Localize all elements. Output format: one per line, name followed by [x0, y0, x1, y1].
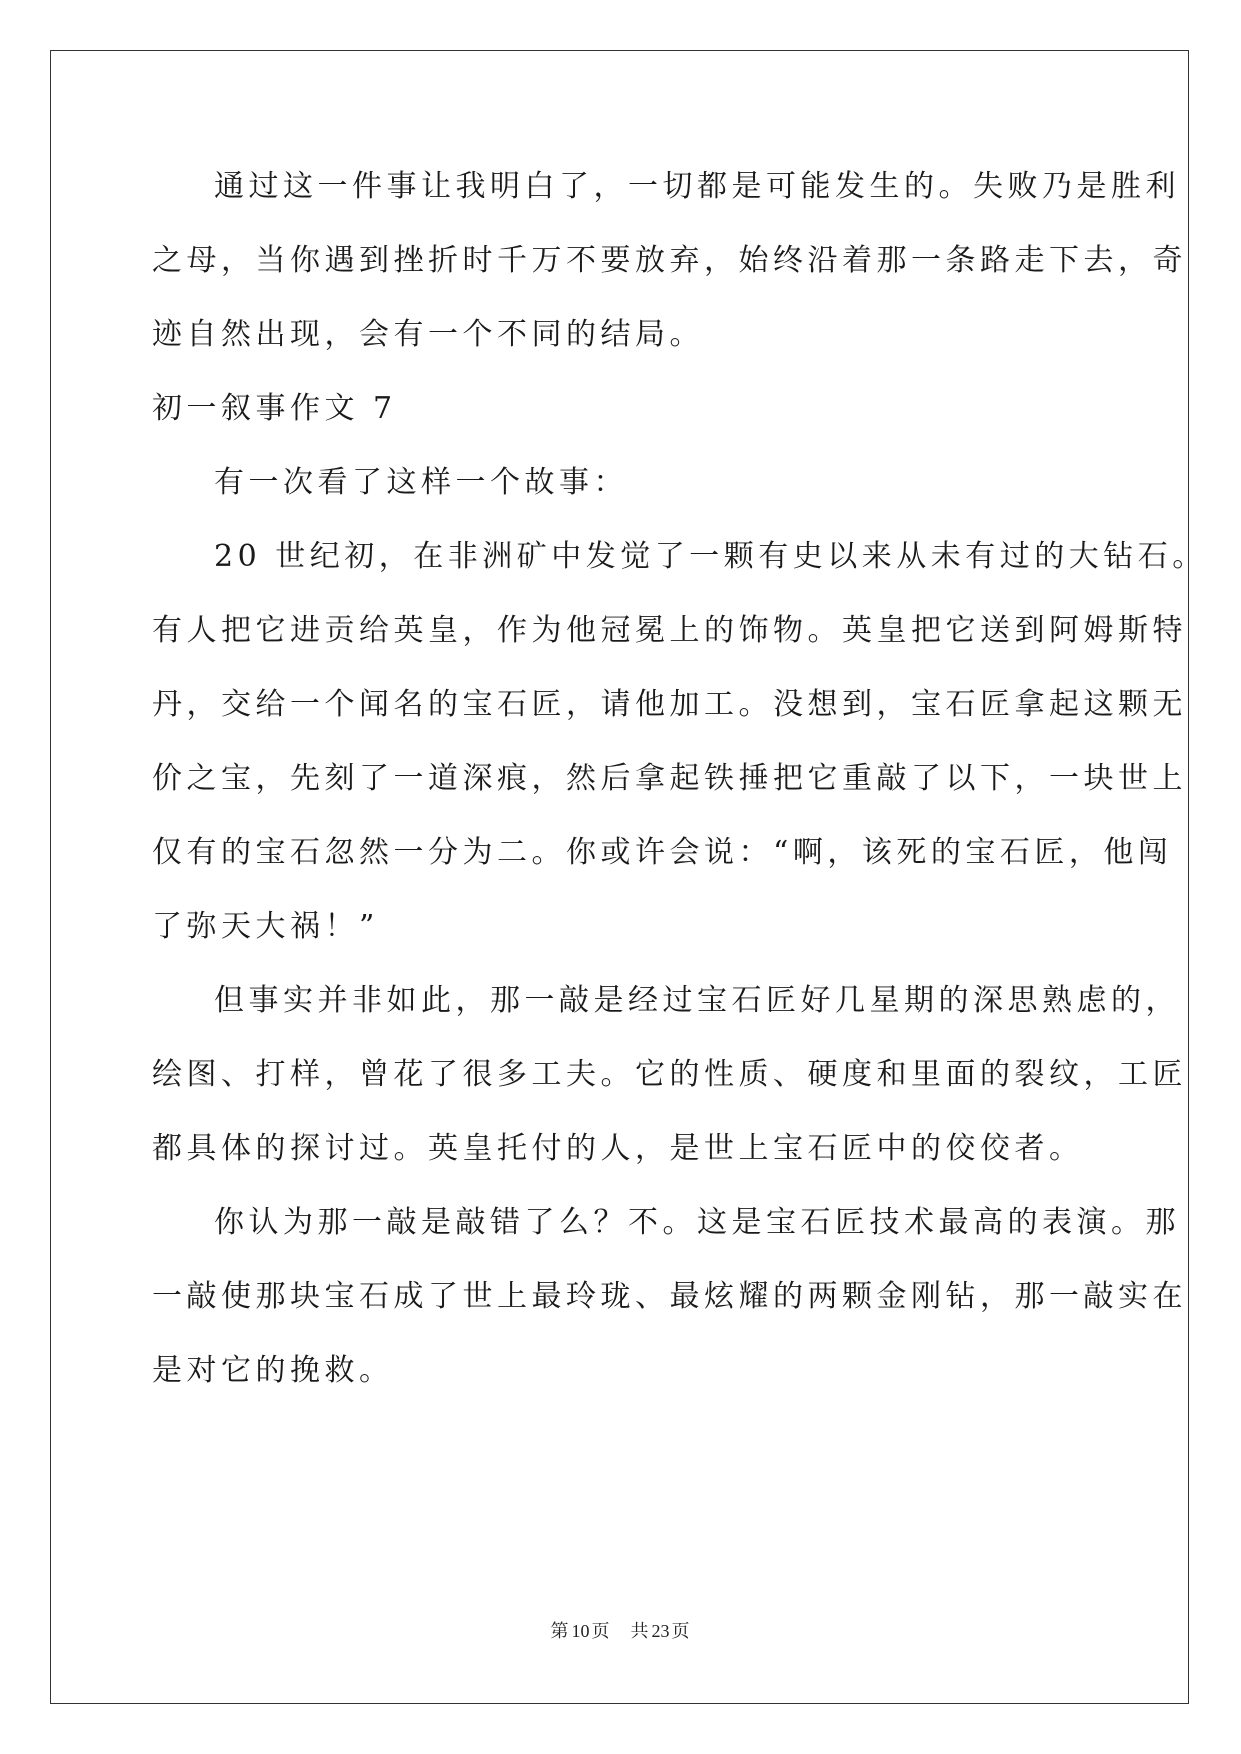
paragraph-line: 都具体的探讨过。英皇托付的人，是世上宝石匠中的佼佼者。: [152, 1131, 1084, 1166]
paragraph-line: 价之宝，先刻了一道深痕，然后拿起铁捶把它重敲了以下，一块世上: [152, 761, 1187, 796]
paragraph-line: 通过这一件事让我明白了，一切都是可能发生的。失败乃是胜利: [214, 169, 1180, 204]
paragraph-line: 丹，交给一个闻名的宝石匠，请他加工。没想到，宝石匠拿起这颗无: [152, 687, 1187, 722]
page-number: 10: [571, 1621, 590, 1641]
total-suffix: 页: [671, 1621, 691, 1642]
total-pages: 23: [651, 1621, 670, 1641]
page-suffix: 页: [591, 1621, 611, 1642]
paragraph-line: 之母，当你遇到挫折时千万不要放弃，始终沿着那一条路走下去，奇: [152, 243, 1187, 278]
paragraph-line: 但事实并非如此，那一敲是经过宝石匠好几星期的深思熟虑的，: [214, 983, 1180, 1018]
section-heading: 初一叙事作文 7: [152, 391, 397, 426]
page-footer: [0, 1619, 1241, 1644]
paragraph-line: 绘图、打样，曾花了很多工夫。它的性质、硬度和里面的裂纹，工匠: [152, 1057, 1187, 1092]
paragraph-line: 了弥天大祸！”: [152, 909, 379, 944]
paragraph-line: 20 世纪初，在非洲矿中发觉了一颗有史以来从未有过的大钻石。: [214, 539, 1207, 574]
total-prefix: 共: [630, 1621, 650, 1642]
page-prefix: 第: [550, 1621, 570, 1642]
paragraph-line: 仅有的宝石忽然一分为二。你或许会说：“啊，该死的宝石匠，他闯: [152, 835, 1173, 870]
paragraph-line: 一敲使那块宝石成了世上最玲珑、最炫耀的两颗金刚钻，那一敲实在: [152, 1279, 1187, 1314]
paragraph-line: 迹自然出现，会有一个不同的结局。: [152, 317, 704, 352]
paragraph-line: 是对它的挽救。: [152, 1353, 394, 1388]
paragraph-line: 有一次看了这样一个故事：: [214, 465, 628, 500]
paragraph-line: 有人把它进贡给英皇，作为他冠冕上的饰物。英皇把它送到阿姆斯特: [152, 613, 1187, 648]
paragraph-line: 你认为那一敲是敲错了么？不。这是宝石匠技术最高的表演。那: [214, 1205, 1180, 1240]
